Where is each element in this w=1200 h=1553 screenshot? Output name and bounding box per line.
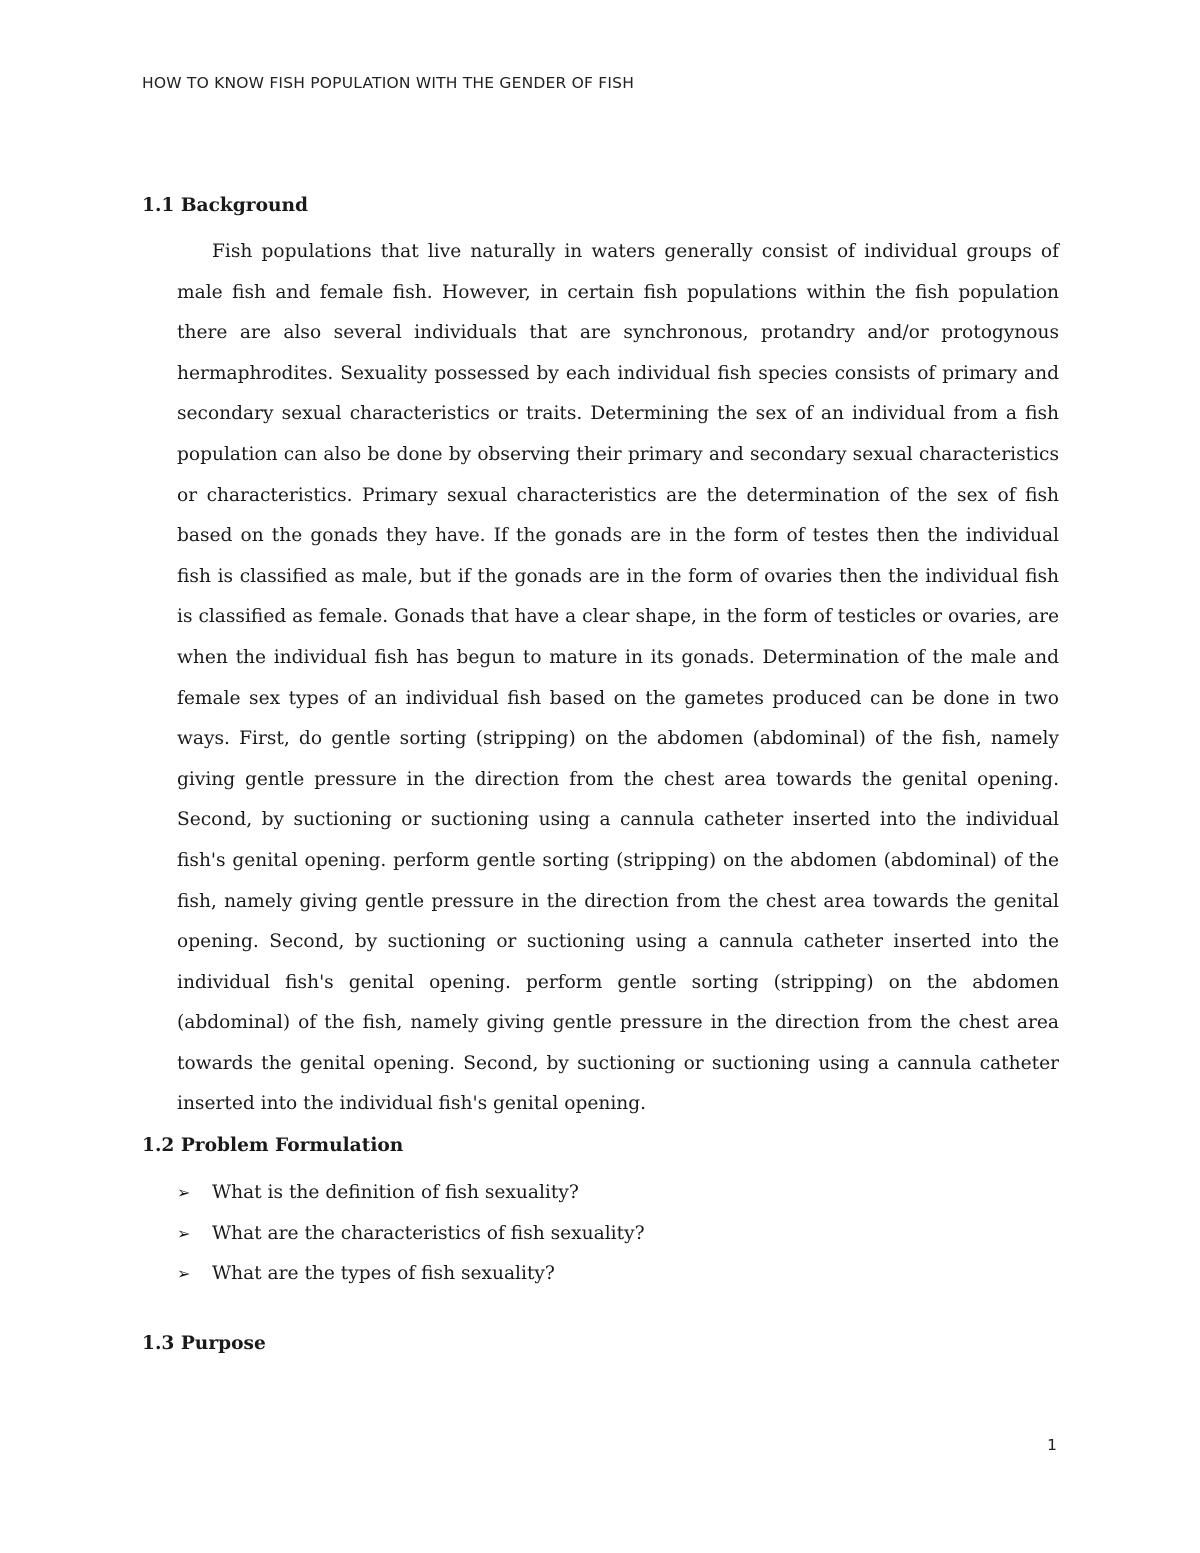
running-header: HOW TO KNOW FISH POPULATION WITH THE GENDER OF FISH — [142, 74, 635, 92]
arrow-bullet-icon: ➢ — [177, 1264, 191, 1284]
list-item — [177, 1214, 1059, 1255]
section-heading-purpose: 1.3 Purpose — [142, 1332, 266, 1354]
arrow-bullet-icon: ➢ — [177, 1183, 191, 1203]
question-list — [177, 1173, 1059, 1295]
question-text: What is the definition of fish sexuality? — [212, 1182, 579, 1204]
background-paragraph: Fish populations that live naturally in waters generally consist of individual groups of male fish and female fish. However, in certain fish populations within the fish population there are also several individuals that are synchronous, protandry and/or protogynous hermaphrodites. Sexuality possessed by each individual fish species consists of primary and secondary sexual characteristics or traits. Determining the sex of an individual from a fish population can also be done by observing their primary and secondary sexual characteristics or characteristics. Primary sexual characteristics are the determination of the sex of fish based on the gonads they have. If the gonads are in the form of testes then the individual fish is classified as male, but if the gonads are in the form of ovaries then the individual fish is classified as female. Gonads that have a clear shape, in the form of testicles or ovaries, are when the individual fish has begun to mature in its gonads. Determination of the male and female sex types of an individual fish based on the gametes produced can be done in two ways. First, do gentle sorting (stripping) on the abdomen (abdominal) of the fish, namely giving gentle pressure in the direction from the chest area towards the genital opening. Second, by suctioning or suctioning using a cannula catheter inserted into the individual fish's genital opening. perform gentle sorting (stripping) on the abdomen (abdominal) of the fish, namely giving gentle pressure in the direction from the chest area towards the genital opening. Second, by suctioning or suctioning using a cannula catheter inserted into the individual fish's genital opening. perform gentle sorting (stripping) on the abdomen (abdominal) of the fish, namely giving gentle pressure in the direction from the chest area towards the genital opening. Second, by suctioning or suctioning using a cannula catheter inserted into the individual fish's genital opening. — [177, 241, 1059, 1115]
page-body — [142, 192, 1059, 1358]
question-text: What are the types of fish sexuality? — [212, 1263, 555, 1285]
page-number: 1 — [1047, 1436, 1057, 1454]
section-heading-problem-formulation: 1.2 Problem Formulation — [142, 1135, 404, 1157]
section-heading-background: 1.1 Background — [142, 195, 309, 216]
arrow-bullet-icon: ➢ — [177, 1223, 191, 1243]
question-text: What are the characteristics of fish sexuality? — [212, 1222, 645, 1244]
list-item — [177, 1254, 1059, 1295]
list-item — [177, 1173, 1059, 1214]
